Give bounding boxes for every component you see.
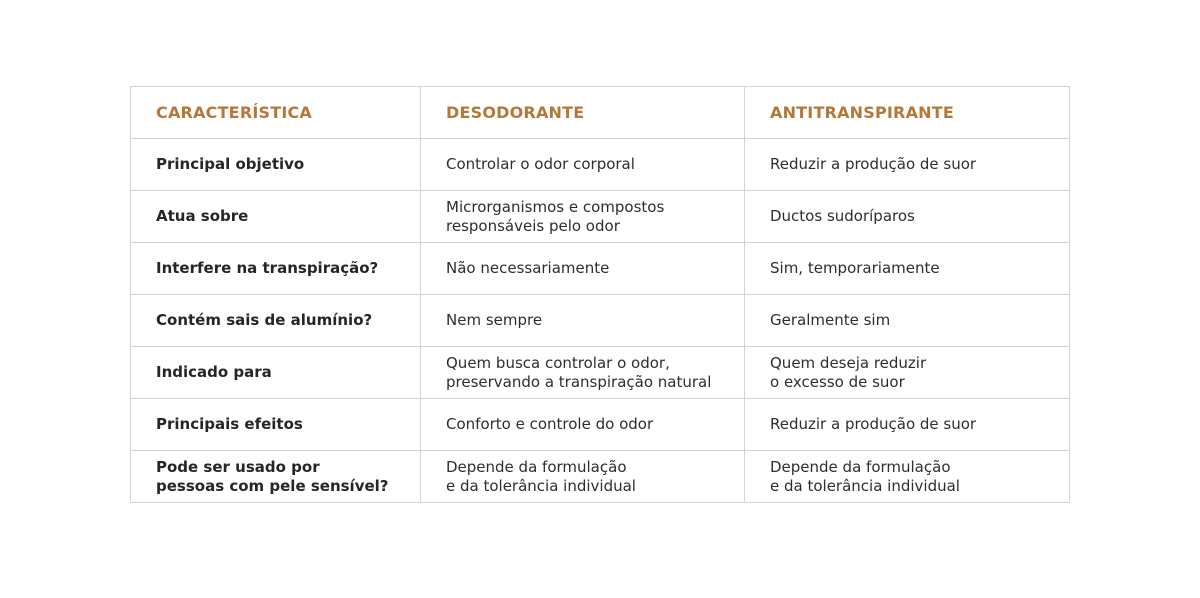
row-label xyxy=(131,139,421,191)
table-row xyxy=(131,139,1070,191)
table-row xyxy=(131,451,1070,503)
cell-text: Reduzir a produção de suor xyxy=(770,155,977,173)
desodorante-cell xyxy=(421,295,745,347)
cell-text: o excesso de suor xyxy=(770,372,905,391)
cell-text: responsáveis pelo odor xyxy=(446,216,620,235)
cell-text: Microrganismos e compostos xyxy=(446,197,665,216)
antitranspirante-cell xyxy=(745,295,1070,347)
row-label-text: Contém sais de alumínio? xyxy=(156,311,373,329)
desodorante-cell xyxy=(421,139,745,191)
antitranspirante-cell xyxy=(745,191,1070,243)
antitranspirante-cell xyxy=(745,399,1070,451)
row-label-text: Pode ser usado por xyxy=(156,457,320,476)
row-label-text: Principal objetivo xyxy=(156,155,305,173)
cell-text: Não necessariamente xyxy=(446,259,610,277)
cell-text: e da tolerância individual xyxy=(770,476,960,495)
cell-text: Depende da formulação xyxy=(446,457,627,476)
cell-text: Reduzir a produção de suor xyxy=(770,415,977,433)
cell-text: Quem deseja reduzir xyxy=(770,353,927,372)
antitranspirante-cell xyxy=(745,451,1070,503)
comparison-table xyxy=(130,86,1070,503)
cell-text: Conforto e controle do odor xyxy=(446,415,654,433)
cell-text: Nem sempre xyxy=(446,311,543,329)
row-label xyxy=(131,191,421,243)
cell-text: preservando a transpiração natural xyxy=(446,372,712,391)
row-label-text: Principais efeitos xyxy=(156,415,303,433)
desodorante-cell xyxy=(421,347,745,399)
cell-text: e da tolerância individual xyxy=(446,476,636,495)
row-label-text: Interfere na transpiração? xyxy=(156,259,379,277)
table-row xyxy=(131,243,1070,295)
table-header-row xyxy=(131,87,1070,139)
row-label-text: pessoas com pele sensível? xyxy=(156,476,389,495)
cell-text: Depende da formulação xyxy=(770,457,951,476)
cell-text: Quem busca controlar o odor, xyxy=(446,353,670,372)
antitranspirante-cell xyxy=(745,347,1070,399)
desodorante-cell xyxy=(421,191,745,243)
table-body xyxy=(131,139,1070,503)
desodorante-cell xyxy=(421,243,745,295)
desodorante-cell xyxy=(421,451,745,503)
antitranspirante-cell xyxy=(745,139,1070,191)
row-label-text: Indicado para xyxy=(156,363,272,381)
row-label xyxy=(131,295,421,347)
table-row xyxy=(131,347,1070,399)
header-desodorante: DESODORANTE xyxy=(421,87,745,139)
header-caracteristica: CARACTERÍSTICA xyxy=(131,87,421,139)
antitranspirante-cell xyxy=(745,243,1070,295)
cell-text: Geralmente sim xyxy=(770,311,891,329)
cell-text: Controlar o odor corporal xyxy=(446,155,635,173)
header-antitranspirante: ANTITRANSPIRANTE xyxy=(745,87,1070,139)
desodorante-cell xyxy=(421,399,745,451)
cell-text: Sim, temporariamente xyxy=(770,259,940,277)
table-row xyxy=(131,191,1070,243)
table-row xyxy=(131,399,1070,451)
table-row xyxy=(131,295,1070,347)
row-label xyxy=(131,347,421,399)
row-label xyxy=(131,451,421,503)
row-label-text: Atua sobre xyxy=(156,207,249,225)
cell-text: Ductos sudoríparos xyxy=(770,207,915,225)
row-label xyxy=(131,243,421,295)
row-label xyxy=(131,399,421,451)
